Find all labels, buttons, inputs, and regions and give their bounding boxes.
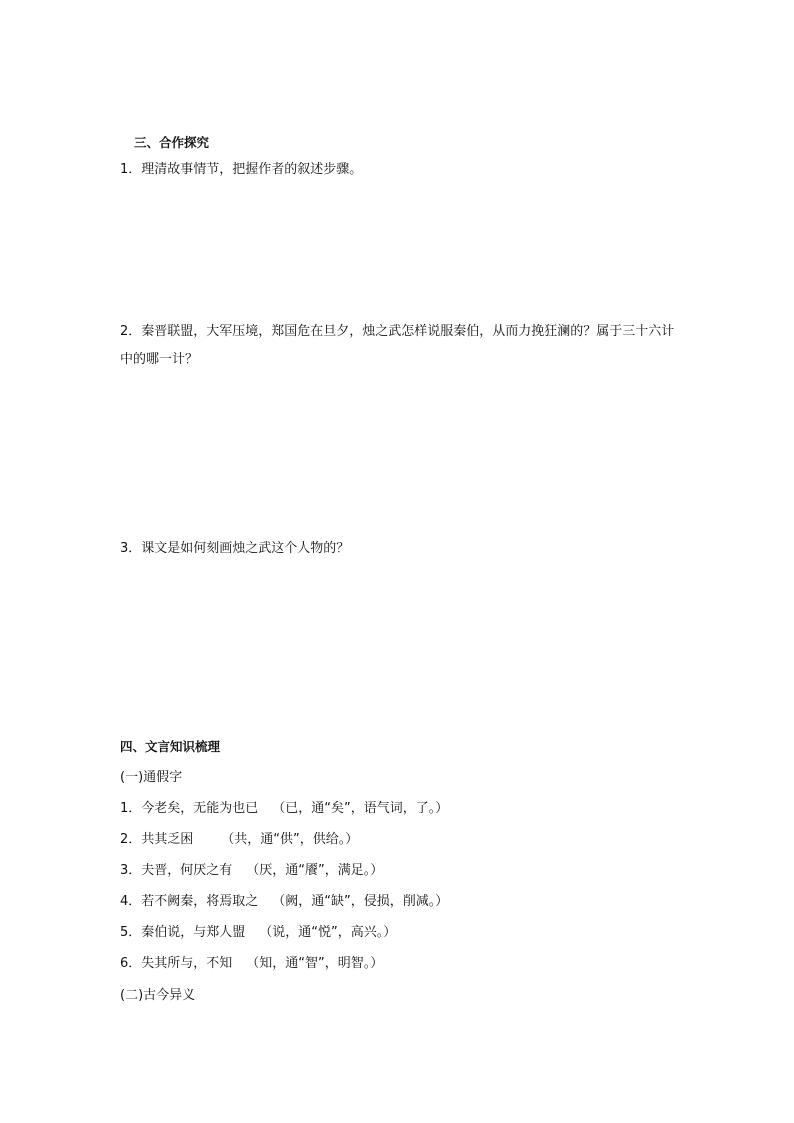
list-item [120, 924, 396, 942]
list-item [120, 800, 448, 818]
item-note: （阙，通“缺”，侵损，削减。） [272, 894, 449, 909]
item-note: （已，通“矣”，语气词，了。） [272, 801, 449, 816]
question-1: 1．理清故事情节，把握作者的叙述步骤。 [120, 162, 363, 177]
list-item [120, 862, 383, 880]
item-sentence: 3．夫晋，何厌之有 [120, 863, 233, 878]
item-note: （厌，通“餍”，满足。） [246, 863, 384, 878]
list-item [120, 831, 358, 849]
item-note: （共，通“供”，供给。） [221, 832, 359, 847]
item-note: （说，通“悦”，高兴。） [259, 925, 397, 940]
item-sentence: 2．共其乏困 [120, 832, 194, 847]
item-sentence: 1．今老矣，无能为也已 [120, 801, 259, 816]
section-4-heading: 四、文言知识梳理 [120, 739, 221, 754]
question-3: 3．课文是如何刻画烛之武这个人物的？ [120, 541, 350, 556]
subsection-gujinyiyi: (二)古今异义 [120, 988, 196, 1003]
list-item [120, 893, 448, 911]
item-note: （知，通“智”，明智。） [246, 956, 384, 971]
question-2: 2．秦晋联盟，大军压境，郑国危在旦夕，烛之武怎样说服秦伯，从而力挽狂澜的？属于三十六计中的哪一计？ [120, 324, 675, 367]
list-item [120, 955, 383, 973]
item-sentence: 4．若不阙秦，将焉取之 [120, 894, 259, 909]
item-sentence: 5．秦伯说，与郑人盟 [120, 925, 246, 940]
subsection-tongjiazi: (一)通假字 [120, 770, 183, 785]
section-3-heading: 三、合作探究 [134, 135, 210, 150]
item-sentence: 6．失其所与，不知 [120, 956, 233, 971]
